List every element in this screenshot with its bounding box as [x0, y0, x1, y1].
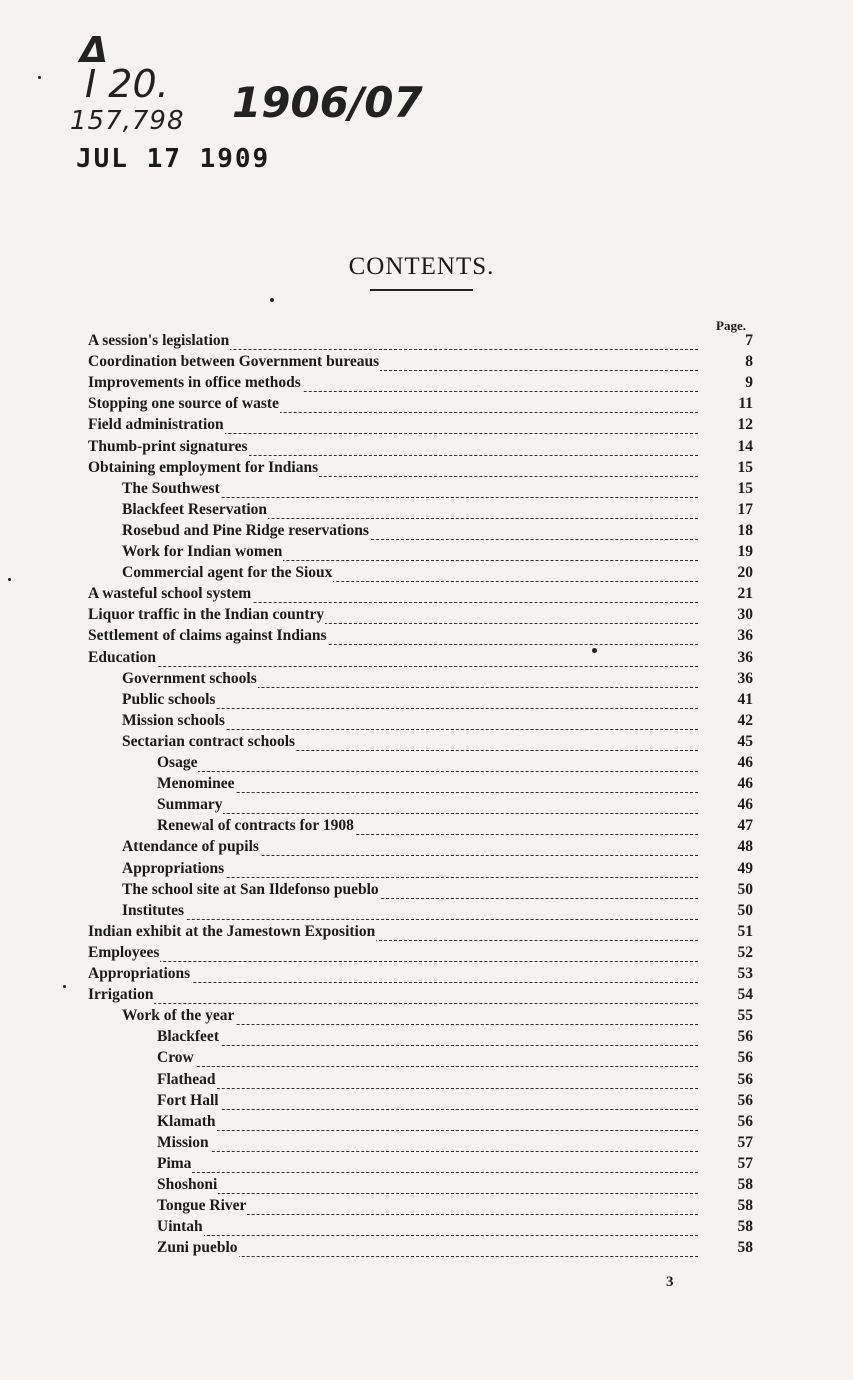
toc-entry-label: Commercial agent for the Sioux [122, 564, 333, 582]
handwritten-call-number: I 20. [85, 62, 169, 106]
toc-entry [0, 923, 853, 944]
toc-entry-label: A session's legislation [88, 332, 230, 349]
toc-entry [0, 691, 853, 712]
toc-entry-page: 58 [737, 1197, 753, 1215]
toc-entry [0, 564, 853, 585]
toc-entry-label: Fort Hall [157, 1091, 219, 1109]
print-speck [270, 298, 274, 302]
toc-entry-page: 41 [737, 690, 753, 708]
print-speck [8, 578, 11, 581]
date-stamp: JUL 17 1909 [76, 144, 271, 174]
toc-entry-page: 49 [737, 859, 753, 877]
toc-entry [0, 775, 853, 796]
toc-entry-label: Mission [157, 1133, 209, 1151]
toc-entry-label: Blackfeet [157, 1028, 219, 1046]
toc-entry [0, 1092, 853, 1113]
toc-entry-page: 56 [737, 1112, 753, 1130]
toc-entry-page: 47 [737, 817, 753, 835]
handwritten-year-range: 1906/07 [232, 78, 423, 127]
toc-entry-label: Government schools [122, 669, 257, 687]
toc-entry-page: 45 [737, 732, 753, 750]
toc-dot-leader [157, 1028, 698, 1046]
toc-entry-page: 42 [737, 711, 753, 729]
toc-dot-leader [157, 1134, 698, 1152]
toc-entry-page: 36 [737, 669, 753, 687]
toc-entry [0, 1134, 853, 1155]
handwritten-mark: Δ [80, 30, 108, 71]
toc-dot-leader [157, 1155, 698, 1173]
toc-entry [0, 838, 853, 859]
toc-entry-page: 58 [737, 1239, 753, 1257]
toc-entry-page: 58 [737, 1176, 753, 1193]
toc-entry [0, 438, 853, 459]
page-number: 3 [666, 1274, 674, 1290]
toc-entry-label: Stopping one source of waste [88, 395, 279, 413]
toc-dot-leader [157, 1049, 698, 1067]
toc-entry-label: Tongue River [157, 1197, 247, 1215]
toc-entry-page: 46 [737, 775, 753, 793]
toc-dot-leader [88, 986, 698, 1004]
toc-entry-label: Obtaining employment for Indians [88, 458, 319, 476]
toc-dot-leader [88, 649, 698, 667]
toc-entry-label: The school site at San Ildefonso pueblo [122, 880, 379, 898]
toc-entry-page: 57 [737, 1133, 753, 1151]
toc-entry-page: 57 [737, 1154, 753, 1172]
toc-entry-label: Mission schools [122, 711, 225, 729]
toc-entry-page: 15 [737, 458, 753, 476]
toc-entry [0, 1028, 853, 1049]
toc-entry-page: 54 [737, 986, 753, 1004]
toc-entry [0, 1218, 853, 1239]
toc-entry [0, 627, 853, 648]
toc-entry-page: 30 [737, 606, 753, 624]
toc-entry-page: 46 [737, 754, 753, 771]
toc-entry [0, 606, 853, 627]
toc-entry [0, 395, 853, 416]
toc-entry-label: Renewal of contracts for 1908 [157, 817, 354, 835]
toc-entry-label: Osage [157, 754, 198, 771]
toc-entry [0, 817, 853, 838]
toc-dot-leader [88, 944, 698, 962]
toc-entry-page: 53 [737, 965, 753, 982]
toc-entry-label: Employees [88, 943, 160, 961]
toc-entry-label: Flathead [157, 1070, 216, 1088]
toc-entry-label: Blackfeet Reservation [122, 500, 268, 518]
toc-dot-leader [157, 1092, 698, 1110]
toc-entry-label: The Southwest [122, 479, 220, 497]
toc-entry [0, 1155, 853, 1176]
toc-entry-page: 15 [737, 479, 753, 497]
toc-entry-page: 8 [745, 353, 753, 371]
toc-entry [0, 501, 853, 522]
toc-entry-label: Thumb-print signatures [88, 437, 248, 455]
toc-entry-label: Appropriations [122, 859, 225, 877]
toc-entry-label: Coordination between Government bureaus [88, 353, 380, 371]
toc-entry-page: 7 [745, 332, 753, 349]
toc-entry-page: 17 [737, 500, 753, 518]
toc-entry-label: Sectarian contract schools [122, 732, 296, 750]
toc-entry [0, 1071, 853, 1092]
toc-entry [0, 670, 853, 691]
toc-entry-label: Rosebud and Pine Ridge reservations [122, 521, 369, 539]
handwritten-accession-number: 157,798 [70, 106, 185, 136]
toc-entry-page: 50 [737, 880, 753, 898]
toc-entry-label: Appropriations [88, 965, 191, 982]
toc-entry-label: Irrigation [88, 986, 154, 1004]
toc-entry [0, 944, 853, 965]
toc-entry-page: 36 [737, 627, 753, 645]
toc-entry [0, 796, 853, 817]
toc-entry-page: 14 [737, 437, 753, 455]
toc-entry [0, 860, 853, 881]
toc-entry-label: Zuni pueblo [157, 1239, 238, 1257]
toc-entry [0, 881, 853, 902]
toc-entry [0, 1113, 853, 1134]
toc-entry-page: 56 [737, 1028, 753, 1046]
toc-entry-page: 51 [737, 922, 753, 940]
toc-entry [0, 965, 853, 986]
toc-entry [0, 986, 853, 1007]
toc-entry-label: Education [88, 648, 157, 666]
toc-entry [0, 1176, 853, 1197]
toc-entry [0, 459, 853, 480]
title-rule [370, 289, 473, 291]
toc-entry-page: 21 [737, 585, 753, 603]
toc-entry-page: 56 [737, 1091, 753, 1109]
toc-entry-label: Indian exhibit at the Jamestown Exposition [88, 922, 376, 940]
toc-entry [0, 733, 853, 754]
toc-entry-page: 36 [737, 648, 753, 666]
toc-entry-label: Uintah [157, 1218, 203, 1236]
toc-entry-label: Klamath [157, 1112, 216, 1130]
toc-entry-page: 19 [737, 543, 753, 560]
toc-dot-leader [157, 754, 698, 772]
toc-entry-label: A wasteful school system [88, 585, 252, 603]
toc-entry [0, 1049, 853, 1070]
toc-entry [0, 1197, 853, 1218]
toc-entry [0, 480, 853, 501]
toc-entry-label: Crow [157, 1049, 194, 1067]
toc-dot-leader [157, 1071, 698, 1089]
toc-entry-page: 58 [737, 1218, 753, 1236]
toc-dot-leader [157, 796, 698, 814]
toc-entry-page: 55 [737, 1007, 753, 1025]
toc-entry [0, 902, 853, 923]
toc-entry [0, 649, 853, 670]
toc-entry-label: Field administration [88, 416, 224, 434]
toc-entry-label: Pima [157, 1154, 192, 1172]
toc-entry [0, 754, 853, 775]
toc-entry-label: Menominee [157, 775, 235, 793]
toc-dot-leader [122, 902, 698, 920]
toc-entry-label: Settlement of claims against Indians [88, 627, 327, 645]
toc-entry [0, 1239, 853, 1260]
toc-dot-leader [157, 775, 698, 793]
print-speck [63, 985, 66, 988]
toc-entry [0, 374, 853, 395]
toc-entry [0, 332, 853, 353]
page-title: CONTENTS. [348, 252, 495, 280]
toc-entry-page: 48 [737, 838, 753, 856]
toc-entry-page: 50 [737, 901, 753, 919]
print-speck [38, 76, 41, 79]
toc-entry-page: 20 [737, 564, 753, 582]
toc-entry [0, 416, 853, 437]
toc-entry-page: 9 [745, 374, 753, 392]
toc-entry-page: 56 [737, 1070, 753, 1088]
toc-entry-label: Public schools [122, 690, 216, 708]
toc-entry-label: Work of the year [122, 1007, 235, 1025]
toc-entry [0, 712, 853, 733]
toc-entry-label: Liquor traffic in the Indian country [88, 606, 325, 624]
page-column-header: Page. [716, 318, 746, 333]
toc-entry [0, 522, 853, 543]
toc-entry [0, 1007, 853, 1028]
toc-dot-leader [157, 1218, 698, 1236]
toc-entry [0, 543, 853, 564]
toc-entry-page: 56 [737, 1049, 753, 1067]
toc-entry-label: Attendance of pupils [122, 838, 259, 856]
toc-entry [0, 353, 853, 374]
toc-entry-page: 12 [737, 416, 753, 434]
toc-entry-label: Work for Indian women [122, 543, 283, 560]
toc-entry-label: Improvements in office methods [88, 374, 301, 392]
toc-dot-leader [157, 1176, 698, 1194]
toc-entry [0, 585, 853, 606]
toc-entry-page: 11 [738, 395, 753, 413]
toc-entry-page: 52 [737, 943, 753, 961]
toc-entry-label: Institutes [122, 901, 185, 919]
toc-entry-label: Summary [157, 796, 223, 814]
toc-entry-label: Shoshoni [157, 1176, 218, 1193]
toc-entry-page: 18 [737, 521, 753, 539]
toc-dot-leader [157, 1113, 698, 1131]
toc-entry-page: 46 [737, 796, 753, 814]
